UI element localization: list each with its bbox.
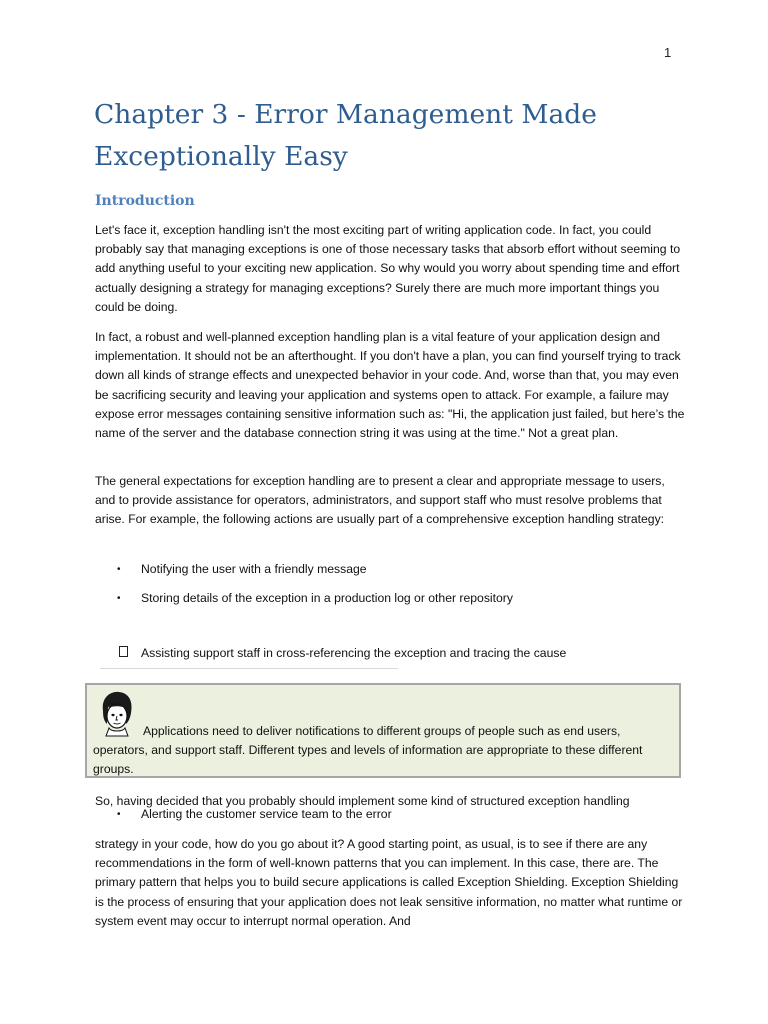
- bullet-text: Assisting support staff in cross-referencing the exception and tracing the cause: [141, 646, 567, 660]
- bullet-marker: •: [117, 564, 121, 575]
- bullet-text: Notifying the user with a friendly message: [141, 562, 367, 576]
- bullet-item-store-details: [117, 589, 513, 608]
- bullet-marker: •: [117, 593, 121, 604]
- bullet-item-assist-support: [117, 644, 566, 663]
- note-text: Applications need to deliver notifications to different groups of people such as end users, operators, and support staff. Different types and levels of information are appropriate to these different groups.: [93, 724, 643, 776]
- paragraph-exception-shielding: strategy in your code, how do you go about it? A good starting point, as usual, is to see if there are any recommendations in the form of well-known patterns that you can implement. In this case, there are. The primary pattern that helps you to build secure applications is called Exception Shielding. Exception Shielding is the process of ensuring that your application does not leak sensitive information, no matter what runtime or system event may occur to interrupt normal operation. And: [95, 837, 683, 928]
- chapter-title: [94, 94, 714, 178]
- bullet-item-notify-user: [117, 560, 367, 579]
- divider-line: [100, 668, 398, 669]
- chapter-title-line-2: Exceptionally Easy: [94, 141, 348, 172]
- bullet-marker: •: [117, 809, 121, 820]
- paragraph-intro: Let's face it, exception handling isn't the most exciting part of writing application code. In fact, you could probably say that managing exceptions is one of those necessary tasks that absorb effort without seeming to add anything useful to your exciting new application. So why would you worry about spending time and effort actually designing a strategy for managing exceptions? Surely there are much more important things you could be doing.: [95, 223, 681, 314]
- bullet-text: Storing details of the exception in a production log or other repository: [141, 591, 513, 605]
- page-number: 1: [664, 45, 672, 60]
- note-callout: [85, 683, 681, 778]
- bullet-text: Alerting the customer service team to the error: [141, 807, 392, 821]
- paragraph-structured-handling-start: So, having decided that you probably should implement some kind of structured exception handling: [95, 794, 630, 808]
- missing-glyph-box-icon: [117, 644, 141, 663]
- bullet-item-alert-customer-service: [117, 805, 392, 824]
- chapter-title-line-1: Chapter 3 - Error Management Made: [94, 99, 597, 130]
- paragraph-robust-plan: In fact, a robust and well-planned exception handling plan is a vital feature of your application design and implementation. It should not be an afterthought. If you don't have a plan, you can find yourself trying to track down all kinds of strange effects and unexpected behavior in your code. And, worse than that, you may even be sacrificing security and leaving your application and systems open to attack. For example, a failure may expose error messages containing sensitive information such as: "Hi, the application just failed, but here’s the name of the server and the database connection string it was using at the time." Not a great plan.: [95, 330, 685, 441]
- section-heading-introduction: Introduction: [95, 193, 195, 209]
- paragraph-expectations: The general expectations for exception handling are to present a clear and appropriate message to users, and to provide assistance for operators, administrators, and support staff who must resolve problems that arise. For example, the following actions are usually part of a comprehensive exception handling strategy:: [95, 474, 665, 527]
